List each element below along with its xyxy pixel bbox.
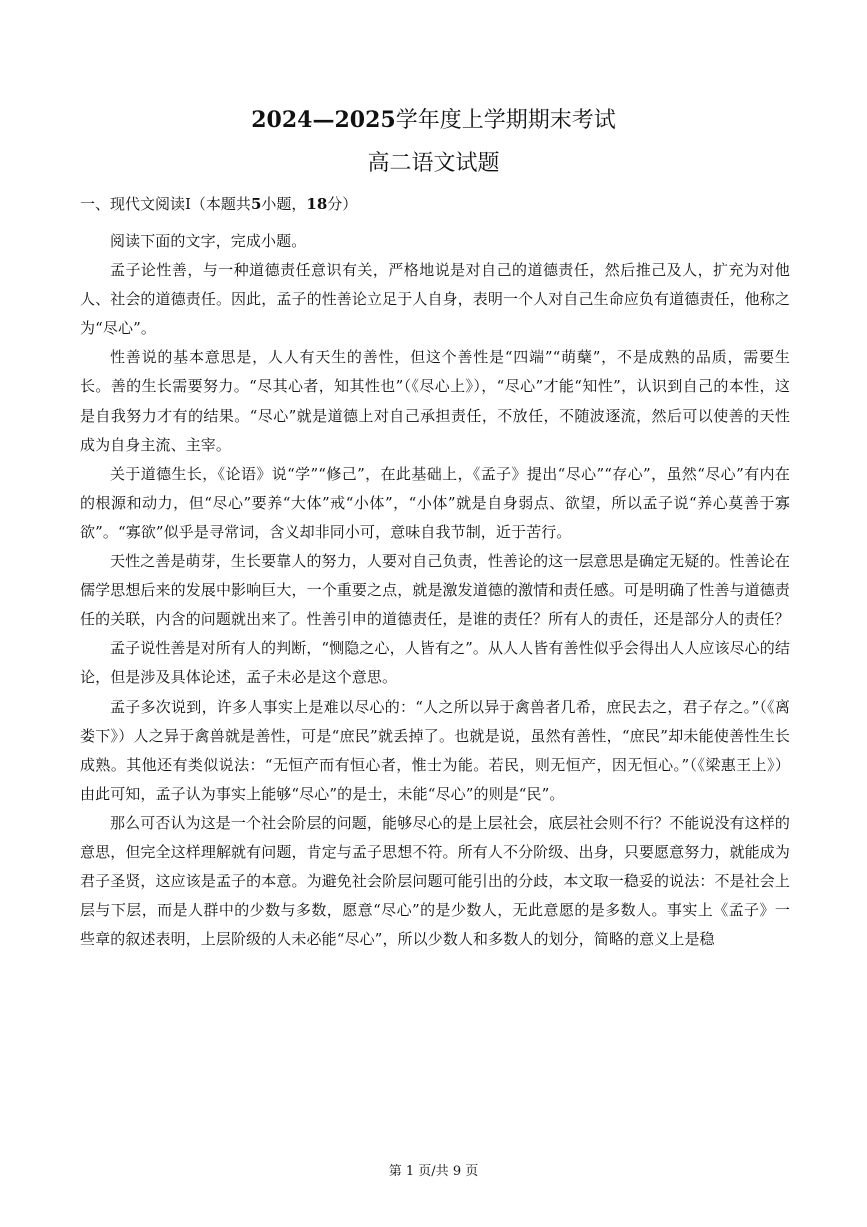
section-heading-middle: 小题， — [261, 195, 307, 213]
passage-paragraph: 天性之善是萌芽，生长要靠人的努力，人要对自己负责，性善论的这一层意思是确定无疑的。性善论在儒学思想后来的发展中影响巨大，一个重要之点，就是激发道德的激情和责任感。可是明确了性善与道德责任的关联，内含的问题就出来了。性善引申的道德责任，是谁的责任？所有人的责任，还是部分人的责任？ — [80, 552, 790, 629]
section-question-count: 5 — [250, 195, 262, 213]
passage-paragraph: 孟子多次说到，许多人事实上是难以尽心的：“人之所以异于禽兽者几希，庶民去之，君子存之。”（《离娄下》）人之异于禽兽就是善性，可是“庶民”就丢掉了。也就是说，虽然有善性，“庶民”却未能使善性生长成熟。其他还有类似说法：“无恒产而有恒心者，惟士为能。若民，则无恒产，因无恒心。”（《梁惠王上》）由此可知，孟子认为事实上能够“尽心”的是士，未能“尽心”的则是“民”。 — [80, 697, 791, 803]
section-heading-prefix: 一、现代文阅读Ⅰ（本题共 — [80, 195, 251, 213]
passage-paragraph: 孟子说性善是对所有人的判断，“恻隐之心，人皆有之”。从人人皆有善性似乎会得出人人应该尽心的结论，但是涉及具体论述，孟子未必是这个意思。 — [80, 639, 790, 687]
exam-title — [0, 106, 867, 135]
section-score: 18 — [306, 195, 328, 213]
passage-paragraph: 孟子论性善，与一种道德责任意识有关，严格地说是对自己的道德责任，然后推己及人，扩充为对他人、社会的道德责任。因此，孟子的性善论立足于人自身，表明一个人对自己生命应负有道德责任，他称之为“尽心”。 — [80, 261, 790, 338]
passage-instruction: 阅读下面的文字，完成小题。 — [110, 232, 307, 250]
passage-paragraph: 性善说的基本意思是，人人有天生的善性，但这个善性是“四端”“萌蘖”，不是成熟的品质，需要生长。善的生长需要努力。“尽其心者，知其性也”（《尽心上》），“尽心”才能“知性”，认识到自己的本性，这是自我努力才有的结果。“尽心”就是道德上对自己承担责任，不放任，不随波逐流，然后可以使善的天性成为自身主流、主宰。 — [80, 348, 790, 454]
passage-paragraph: 那么可否认为这是一个社会阶层的问题，能够尽心的是上层社会，底层社会则不行？不能说没有这样的意思，但完全这样理解就有问题，肯定与孟子思想不符。所有人不分阶级、出身，只要愿意努力，就能成为君子圣贤，这应该是孟子的本意。为避免社会阶层问题可能引出的分歧，本文取一稳妥的说法：不是社会上层与下层，而是人群中的少数与多数，愿意“尽心”的是少数人，无此意愿的是多数人。事实上《孟子》一些章的叙述表明，上层阶级的人未必能“尽心”，所以少数人和多数人的划分，简略的意义上是稳 — [80, 813, 790, 949]
section-heading — [80, 193, 357, 215]
page-number: 第 1 页/共 9 页 — [388, 1164, 479, 1179]
section-heading-suffix: 分） — [327, 195, 358, 213]
reading-passage — [80, 227, 790, 954]
exam-subtitle: 高二语文试题 — [367, 151, 500, 176]
exam-title-year: 2024—2025 — [251, 107, 396, 133]
exam-title-text: 学年度上学期期末考试 — [395, 108, 616, 133]
passage-paragraph: 关于道德生长，《论语》说“学”“修己”，在此基础上，《孟子》提出“尽心”“存心”，虽然“尽心”有内在的根源和动力，但“尽心”要养“大体”戒“小体”，“小体”就是自身弱点、欲望，所以孟子说“养心莫善于寡欲”。“寡欲”似乎是寻常词，含义却非同小可，意味自我节制，近于苦行。 — [80, 464, 790, 541]
